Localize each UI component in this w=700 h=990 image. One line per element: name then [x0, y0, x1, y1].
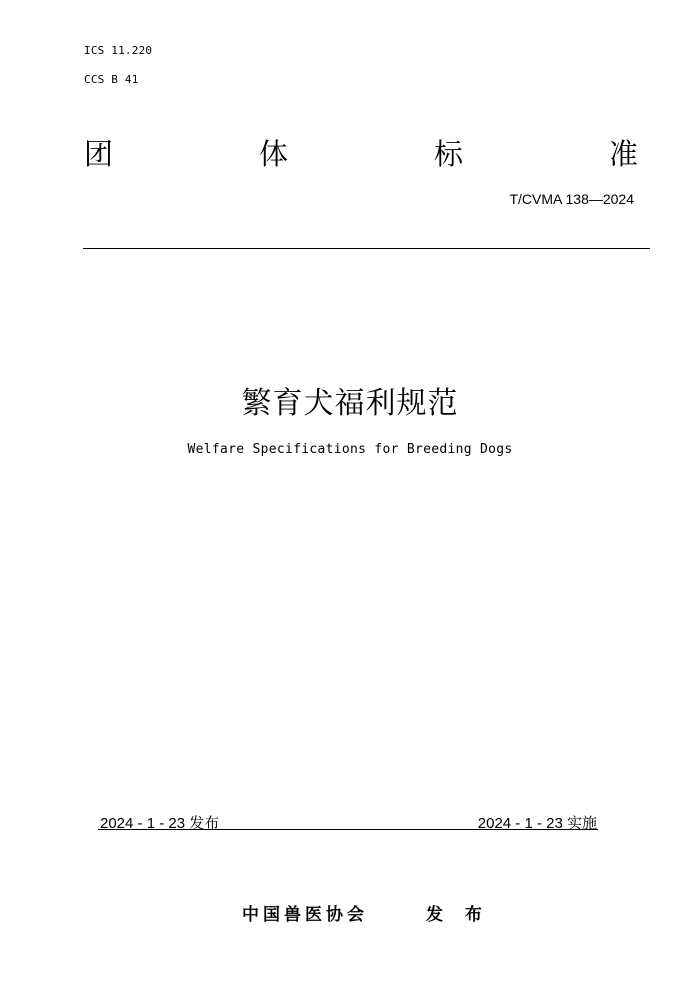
ics-code: ICS 11.220 [84, 44, 153, 57]
date-divider [98, 829, 598, 830]
issuing-organization: 中国兽医协会 [242, 905, 368, 925]
publish-date: 2024 - 1 - 23 发布 [100, 815, 220, 832]
document-title-english: Welfare Specifications for Breeding Dogs [187, 442, 513, 457]
standard-type-char: 准 [608, 137, 638, 171]
standard-code: T/CVMA 138—2024 [509, 191, 634, 207]
ccs-code: CCS B 41 [84, 73, 139, 86]
header-divider [83, 248, 650, 249]
document-title-chinese: 繁育犬福利规范 [241, 386, 459, 421]
standard-type-heading [84, 136, 638, 172]
standard-type-char: 体 [258, 137, 288, 171]
implementation-date: 2024 - 1 - 23 实施 [477, 815, 597, 832]
standard-type-char: 团 [84, 137, 114, 171]
issue-label: 发 布 [426, 905, 490, 925]
standard-type-char: 标 [433, 137, 463, 171]
